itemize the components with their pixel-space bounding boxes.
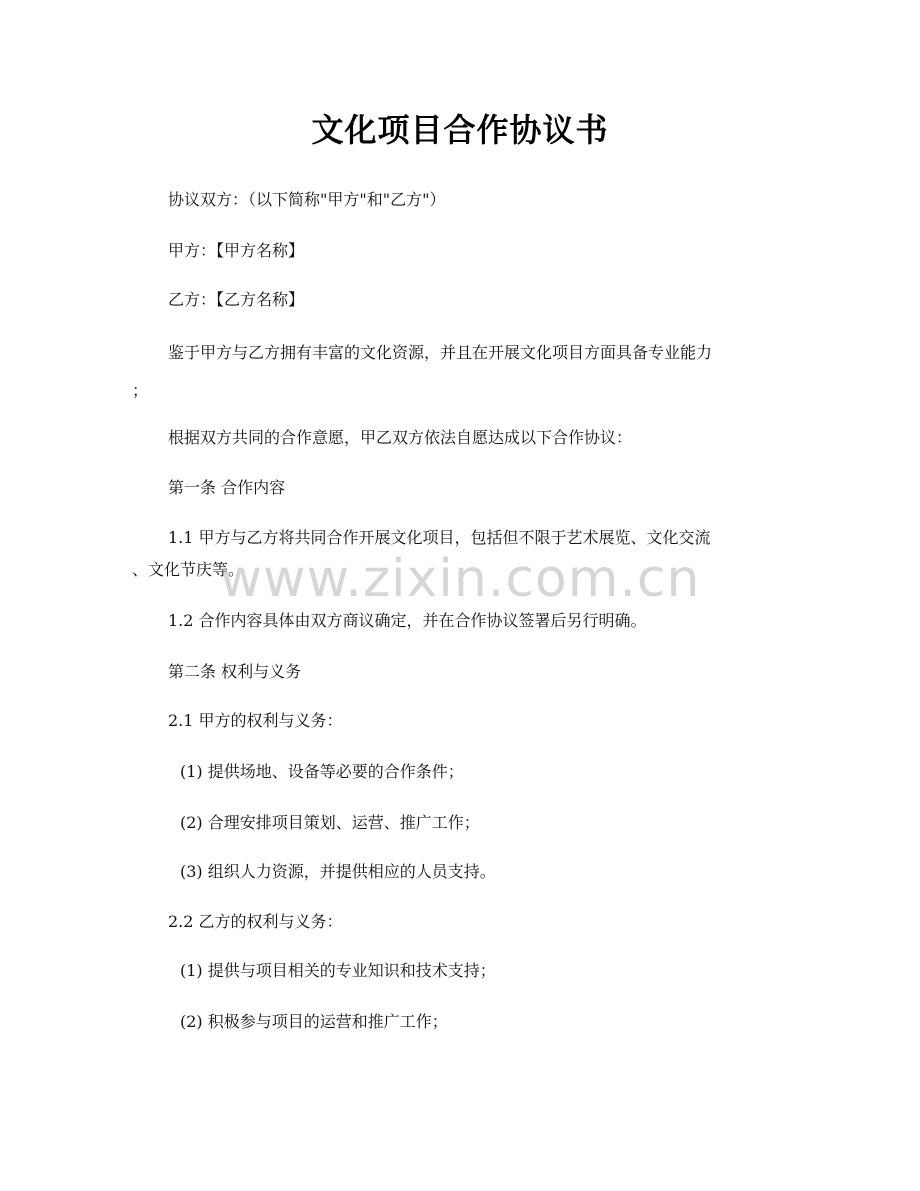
paragraph-text: 甲方：【甲方名称】 (168, 241, 305, 260)
paragraph-parties (132, 180, 792, 220)
paragraph-text: 协议双方：（以下简称"甲方"和"乙方"） (168, 190, 446, 209)
clause-2-1-item-2 (132, 803, 792, 843)
paragraph-text: (3) 组织人力资源，并提供相应的人员支持。 (180, 862, 496, 881)
paragraph-text: 第一条 合作内容 (168, 478, 286, 497)
paragraph-party-a (132, 231, 792, 271)
paragraph-text: 乙方：【乙方名称】 (168, 290, 305, 309)
paragraph-text: 根据双方共同的合作意愿，甲乙双方依法自愿达成以下合作协议： (168, 428, 633, 447)
watermark-text: www.zixin.com.cn (219, 549, 701, 609)
paragraph-text: 2.2 乙方的权利与义务： (168, 912, 343, 931)
paragraph-text: (1) 提供场地、设备等必要的合作条件； (180, 762, 464, 781)
paragraph-text: ； (132, 381, 149, 400)
paragraph-text: 1.2 合作内容具体由双方商议确定，并在合作协议签署后另行明确。 (168, 611, 647, 630)
paragraph-text: 2.1 甲方的权利与义务： (168, 711, 343, 730)
paragraph-text: (1) 提供与项目相关的专业知识和技术支持； (180, 961, 496, 980)
paragraph-text: 、文化节庆等。 (132, 560, 245, 579)
paragraph-text: (2) 合理安排项目策划、运营、推广工作； (180, 813, 480, 832)
clause-2-1-item-3 (132, 852, 792, 892)
paragraph-text: (2) 积极参与项目的运营和推广工作； (180, 1012, 448, 1031)
clause-2-2-item-1 (132, 951, 792, 991)
clause-2-1-item-1 (132, 752, 792, 792)
document-title: 文化项目合作协议书 (311, 111, 609, 149)
article-2-heading (132, 652, 792, 692)
clause-2-2 (132, 902, 792, 942)
clause-1-2 (132, 601, 792, 641)
clause-2-1 (132, 701, 792, 741)
article-1-heading (132, 468, 792, 508)
paragraph-text: 鉴于甲方与乙方拥有丰富的文化资源，并且在开展文化项目方面具备专业能力 (168, 343, 713, 362)
paragraph-whereas (132, 333, 792, 373)
paragraph-text: 1.1 甲方与乙方将共同合作开展文化项目，包括但不限于艺术展览、文化交流 (168, 528, 711, 547)
paragraph-text: 第二条 权利与义务 (168, 662, 302, 681)
clause-1-1-cont (132, 550, 792, 590)
paragraph-basis (132, 418, 792, 458)
paragraph-party-b (132, 280, 792, 320)
clause-2-2-item-2 (132, 1002, 792, 1042)
paragraph-whereas-cont (132, 371, 792, 411)
